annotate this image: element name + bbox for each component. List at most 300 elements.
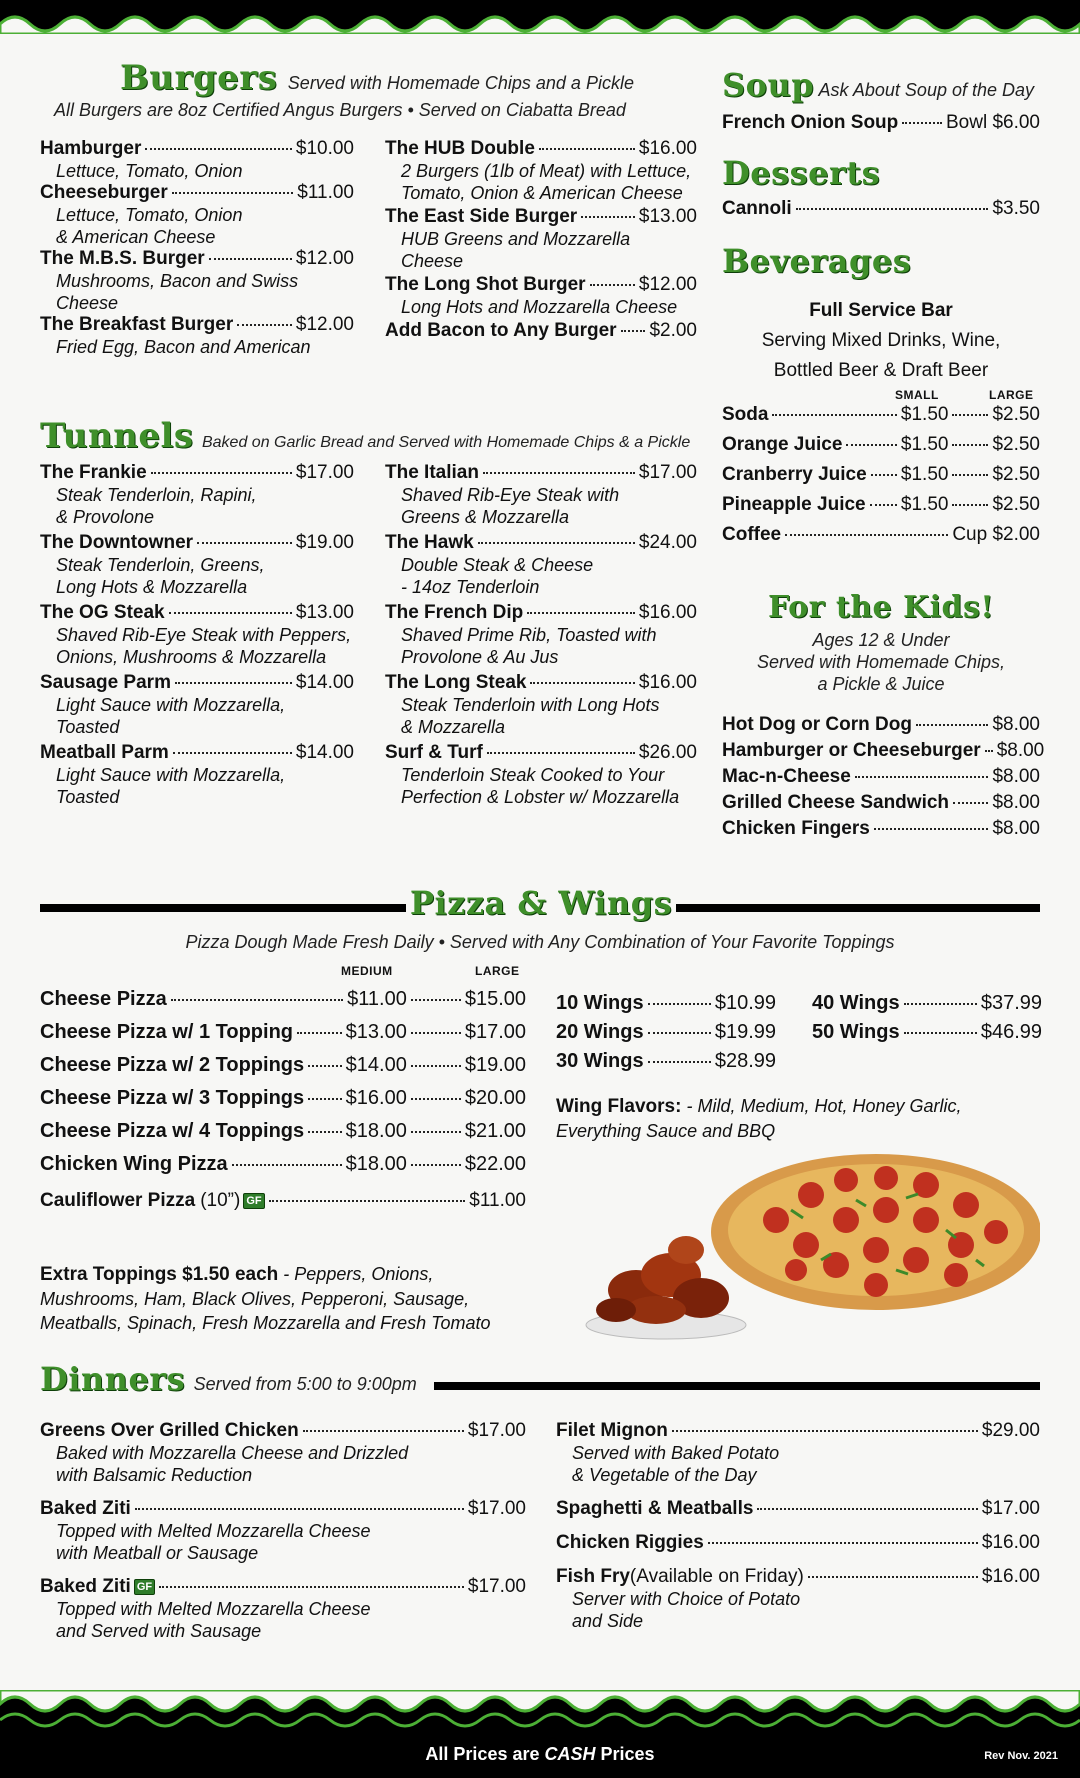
menu-item-price: $13.00 bbox=[638, 206, 697, 227]
menu-item-row bbox=[722, 792, 1040, 814]
dot-leader bbox=[621, 330, 646, 332]
menu-item-name: Meatball Parm bbox=[40, 742, 169, 763]
beverage-large-price: $2.50 bbox=[992, 494, 1040, 515]
dot-leader bbox=[173, 752, 292, 754]
menu-item bbox=[722, 792, 1040, 814]
menu-item bbox=[40, 138, 354, 182]
wave-border-bottom bbox=[0, 1690, 1080, 1730]
cauliflower-size: (10”) bbox=[200, 1190, 241, 1211]
pizza-title: Pizza & Wings bbox=[409, 884, 673, 922]
menu-item-name: Hamburger or Cheeseburger bbox=[722, 740, 981, 761]
menu-item-name: Add Bacon to Any Burger bbox=[385, 320, 617, 341]
menu-item-description: Fried Egg, Bacon and American bbox=[56, 337, 311, 357]
menu-item-row bbox=[385, 274, 697, 296]
menu-item-description: Perfection & Lobster w/ Mozzarella bbox=[401, 787, 680, 807]
menu-item-row bbox=[40, 138, 354, 160]
menu-item-price: $26.00 bbox=[638, 742, 697, 763]
beverage-row bbox=[722, 434, 1040, 456]
burgers-right-column bbox=[385, 138, 697, 344]
kids-title: For the Kids! bbox=[767, 590, 995, 625]
menu-item-name: Cheeseburger bbox=[40, 182, 168, 203]
tunnels-left-column bbox=[40, 462, 354, 812]
pizza-medium-price: $14.00 bbox=[345, 1054, 407, 1076]
pizza-pie bbox=[711, 1154, 1040, 1310]
wings-option bbox=[556, 992, 776, 1015]
top-border bbox=[0, 0, 1080, 34]
dot-leader bbox=[135, 1508, 464, 1510]
beverage-name: Soda bbox=[722, 404, 769, 425]
dot-leader bbox=[672, 1430, 978, 1432]
soup-section bbox=[722, 66, 1042, 104]
dot-leader bbox=[874, 828, 989, 830]
menu-item bbox=[40, 1420, 526, 1486]
dot-leader bbox=[411, 1098, 461, 1100]
menu-item-description: Light Sauce with Mozzarella, bbox=[56, 695, 286, 715]
menu-item-price: $17.00 bbox=[467, 1420, 526, 1441]
menu-item bbox=[40, 742, 354, 808]
dot-leader bbox=[171, 999, 343, 1001]
kids-line-2: Served with Homemade Chips, bbox=[756, 652, 1006, 672]
menu-item-description: Shaved Rib-Eye Steak with Peppers, bbox=[56, 625, 352, 645]
menu-item-name: Grilled Cheese Sandwich bbox=[722, 792, 950, 813]
menu-item-row bbox=[40, 248, 354, 270]
menu-item-description: Topped with Melted Mozzarella Cheese bbox=[56, 1521, 371, 1541]
dot-leader bbox=[871, 474, 897, 476]
dot-leader bbox=[708, 1542, 978, 1544]
dot-leader bbox=[846, 444, 897, 446]
menu-item-price: $16.00 bbox=[638, 602, 697, 623]
menu-item-name: Filet Mignon bbox=[556, 1420, 668, 1441]
pizza-name: Cheese Pizza w/ 4 Toppings bbox=[40, 1120, 305, 1142]
desserts-section bbox=[722, 154, 1042, 192]
menu-item bbox=[385, 138, 697, 204]
beverage-large-price: $2.50 bbox=[992, 434, 1040, 455]
menu-item-description: & Vegetable of the Day bbox=[572, 1465, 757, 1485]
dinners-rule bbox=[434, 1382, 1040, 1390]
cauliflower-name: Cauliflower Pizza bbox=[40, 1190, 196, 1211]
menu-item-price: $8.00 bbox=[992, 792, 1040, 813]
menu-item-price: $8.00 bbox=[992, 714, 1040, 735]
extra-toppings-label: Extra Toppings $1.50 each bbox=[40, 1264, 279, 1285]
dot-leader bbox=[169, 612, 292, 614]
menu-item-name: Mac-n-Cheese bbox=[722, 766, 851, 787]
dot-leader bbox=[904, 1032, 977, 1034]
wing-flavors-label: Wing Flavors: bbox=[556, 1096, 682, 1117]
menu-item-description: Toasted bbox=[56, 787, 120, 807]
menu-item bbox=[40, 248, 354, 314]
beverage-name: Coffee bbox=[722, 524, 782, 545]
beverages-title: Beverages bbox=[722, 242, 912, 280]
wings-price: $10.99 bbox=[714, 992, 776, 1014]
dot-leader bbox=[411, 999, 461, 1001]
dot-leader bbox=[985, 750, 993, 752]
dot-leader bbox=[953, 802, 988, 804]
menu-item-price: $8.00 bbox=[996, 740, 1045, 761]
dinners-right-column bbox=[556, 1420, 1040, 1644]
dot-leader bbox=[870, 504, 897, 506]
beverage-name: Cranberry Juice bbox=[722, 464, 867, 485]
dot-leader bbox=[411, 1131, 461, 1133]
dot-leader bbox=[648, 1061, 711, 1063]
dot-leader bbox=[527, 612, 635, 614]
menu-item-description: Toasted bbox=[56, 717, 120, 737]
pizza-rule-left bbox=[40, 904, 406, 912]
wings-price: $19.99 bbox=[714, 1021, 776, 1043]
menu-item-price: $17.00 bbox=[981, 1498, 1040, 1519]
wings-price: $37.99 bbox=[980, 992, 1042, 1014]
menu-item-description: Tomato, Onion & American Cheese bbox=[401, 183, 683, 203]
beverage-name: Orange Juice bbox=[722, 434, 843, 455]
beverage-small-price: $1.50 bbox=[900, 404, 949, 425]
menu-item-description: & American Cheese bbox=[56, 227, 216, 247]
wave-border-top bbox=[0, 0, 1080, 34]
menu-item bbox=[40, 1576, 526, 1642]
dot-leader bbox=[590, 284, 635, 286]
menu-item-description: Greens & Mozzarella bbox=[401, 507, 570, 527]
dot-leader bbox=[648, 1032, 711, 1034]
menu-item-row bbox=[40, 532, 354, 554]
menu-item-price: $10.00 bbox=[295, 138, 354, 159]
menu-item-description: Long Hots & Mozzarella bbox=[56, 577, 248, 597]
burgers-section bbox=[40, 58, 720, 121]
wings-count: 50 Wings bbox=[812, 1021, 900, 1043]
menu-item bbox=[385, 532, 697, 598]
menu-item-description: Provolone & Au Jus bbox=[401, 647, 559, 667]
menu-item-price: $19.00 bbox=[295, 532, 354, 553]
menu-item-description: - 14oz Tenderloin bbox=[401, 577, 540, 597]
menu-item-row bbox=[556, 1420, 1040, 1442]
menu-item-price: $29.00 bbox=[981, 1420, 1040, 1441]
wings-option bbox=[556, 1021, 776, 1044]
pizza-large-price: $21.00 bbox=[464, 1120, 526, 1142]
menu-item-description: Cheese bbox=[56, 293, 119, 313]
beverage-name: Pineapple Juice bbox=[722, 494, 866, 515]
beverage-items bbox=[722, 404, 1040, 546]
pizza-row bbox=[40, 1021, 526, 1044]
pizza-items bbox=[40, 988, 526, 1186]
menu-item-name: The M.B.S. Burger bbox=[40, 248, 205, 269]
tunnels-header bbox=[40, 416, 730, 456]
soup-items bbox=[722, 112, 1040, 134]
menu-item-name: Fish Fry bbox=[556, 1566, 630, 1587]
menu-item-name: Chicken Riggies bbox=[556, 1532, 704, 1553]
menu-item-description: Light Sauce with Mozzarella, bbox=[56, 765, 286, 785]
menu-item-price: $17.00 bbox=[295, 462, 354, 483]
menu-item-price: $3.50 bbox=[992, 198, 1040, 219]
pizza-row bbox=[40, 1153, 526, 1176]
menu-item-description: Server with Choice of Potato bbox=[572, 1589, 801, 1609]
menu-item-row bbox=[40, 1576, 526, 1598]
dessert-items bbox=[722, 198, 1040, 220]
menu-item-description: Topped with Melted Mozzarella Cheese bbox=[56, 1599, 371, 1619]
menu-item bbox=[385, 602, 697, 668]
tunnels-right-column bbox=[385, 462, 697, 812]
menu-item-description: & Mozzarella bbox=[401, 717, 506, 737]
menu-item-name: The Italian bbox=[385, 462, 479, 483]
pizza-name: Cheese Pizza bbox=[40, 988, 167, 1010]
menu-item bbox=[385, 274, 697, 318]
pizza-medium-price: $16.00 bbox=[345, 1087, 407, 1109]
pizza-row bbox=[40, 1054, 526, 1077]
wings-count: 40 Wings bbox=[812, 992, 900, 1014]
kids-line-3: a Pickle & Juice bbox=[817, 674, 945, 694]
menu-item-price: $17.00 bbox=[467, 1576, 526, 1597]
pizza-header bbox=[406, 884, 676, 922]
menu-item bbox=[40, 314, 354, 358]
menu-item bbox=[40, 1498, 526, 1564]
beverage-row bbox=[722, 494, 1040, 516]
menu-item-description: Mushrooms, Bacon and Swiss bbox=[56, 271, 299, 291]
cash-notice-bold: CASH bbox=[544, 1744, 596, 1764]
pizza-row bbox=[40, 988, 526, 1011]
menu-item bbox=[722, 112, 1040, 134]
pizza-large-price: $22.00 bbox=[464, 1153, 526, 1175]
kids-section bbox=[722, 590, 1040, 695]
beverage-large-price: $2.50 bbox=[992, 404, 1040, 425]
dot-leader bbox=[581, 216, 635, 218]
menu-item-row bbox=[385, 532, 697, 554]
bar-line-3: Bottled Beer & Draft Beer bbox=[773, 360, 989, 381]
burgers-subtitle: Served with Homemade Chips and a Pickle bbox=[287, 73, 634, 93]
menu-item-description: Steak Tenderloin, Rapini, bbox=[56, 485, 257, 505]
dot-leader bbox=[209, 258, 292, 260]
menu-item-description: Double Steak & Cheese bbox=[401, 555, 594, 575]
wing-flavors bbox=[556, 1094, 1040, 1143]
dot-leader bbox=[808, 1576, 978, 1578]
menu-item bbox=[556, 1498, 1040, 1520]
menu-item-row bbox=[722, 766, 1040, 788]
dot-leader bbox=[172, 192, 294, 194]
pizza-rule-right bbox=[676, 904, 1040, 912]
menu-item bbox=[40, 182, 354, 248]
beverage-row bbox=[722, 464, 1040, 486]
menu-item-description: Lettuce, Tomato, Onion bbox=[56, 161, 243, 181]
pizza-subtitle: Pizza Dough Made Fresh Daily • Served with Any Combination of Your Favorite Toppings bbox=[185, 932, 895, 952]
menu-item-description: Long Hots and Mozzarella Cheese bbox=[401, 297, 678, 317]
menu-item-price: $17.00 bbox=[638, 462, 697, 483]
cash-notice-post: Prices bbox=[595, 1744, 655, 1764]
menu-item bbox=[556, 1566, 1040, 1632]
wings-count: 30 Wings bbox=[556, 1050, 644, 1072]
bar-line-1: Full Service Bar bbox=[809, 300, 953, 321]
menu-item bbox=[722, 766, 1040, 788]
menu-item-name: Sausage Parm bbox=[40, 672, 171, 693]
dot-leader bbox=[232, 1164, 342, 1166]
menu-item-name: Baked Ziti bbox=[40, 1498, 131, 1519]
bev-size-small: SMALL bbox=[895, 388, 939, 402]
dinners-left-column bbox=[40, 1420, 526, 1654]
menu-item-row bbox=[556, 1532, 1040, 1554]
burgers-note: All Burgers are 8oz Certified Angus Burgers • Served on Ciabatta Bread bbox=[54, 100, 626, 120]
menu-item-name: Spaghetti & Meatballs bbox=[556, 1498, 754, 1519]
dinners-header bbox=[40, 1360, 460, 1398]
menu-item-name: Greens Over Grilled Chicken bbox=[40, 1420, 299, 1441]
beverage-small-price: $1.50 bbox=[900, 494, 949, 515]
dot-leader bbox=[483, 472, 635, 474]
tunnels-subtitle: Baked on Garlic Bread and Served with Homemade Chips & a Pickle bbox=[201, 434, 691, 451]
menu-item-price: Bowl $6.00 bbox=[945, 112, 1040, 133]
pizza-medium-price: $11.00 bbox=[347, 988, 407, 1010]
menu-item-description: Steak Tenderloin with Long Hots bbox=[401, 695, 660, 715]
menu-item bbox=[722, 198, 1040, 220]
menu-item-name: The OG Steak bbox=[40, 602, 165, 623]
menu-item-description: Lettuce, Tomato, Onion bbox=[56, 205, 243, 225]
dot-leader bbox=[952, 504, 988, 506]
menu-item bbox=[556, 1420, 1040, 1486]
menu-item-row bbox=[722, 740, 1045, 762]
menu-item-price: $17.00 bbox=[467, 1498, 526, 1519]
cauliflower-item bbox=[40, 1190, 526, 1212]
dot-leader bbox=[648, 1003, 711, 1005]
extra-toppings-list: - Peppers, Onions, Mushrooms, Ham, Black Olives, Pepperoni, Sausage, Meatballs, Spinach, Fresh Mozzarella and Fresh Tomato bbox=[40, 1264, 491, 1333]
menu-item-row bbox=[385, 462, 697, 484]
kids-line-1: Ages 12 & Under bbox=[812, 630, 950, 650]
dot-leader bbox=[487, 752, 635, 754]
menu-item-note: (Available on Friday) bbox=[629, 1566, 804, 1587]
tunnels-title: Tunnels bbox=[40, 416, 194, 456]
burgers-title: Burgers bbox=[120, 58, 278, 98]
cash-notice-pre: All Prices are bbox=[425, 1744, 545, 1764]
menu-item-description: Tenderloin Steak Cooked to Your bbox=[401, 765, 665, 785]
beverage-small-price: $1.50 bbox=[900, 464, 949, 485]
soup-subtitle: Ask About Soup of the Day bbox=[818, 80, 1035, 100]
menu-item-row bbox=[40, 314, 354, 336]
wings-option bbox=[556, 1050, 776, 1073]
menu-item-row bbox=[385, 602, 697, 624]
dot-leader bbox=[855, 776, 989, 778]
menu-item-description: with Meatball or Sausage bbox=[56, 1543, 259, 1563]
menu-item-row bbox=[40, 462, 354, 484]
wing-flavors-list: - Mild, Medium, Hot, Honey Garlic, Everything Sauce and BBQ bbox=[556, 1096, 962, 1141]
menu-item-row bbox=[385, 742, 697, 764]
menu-item-name: Chicken Fingers bbox=[722, 818, 870, 839]
menu-item-row bbox=[385, 672, 697, 694]
kids-items bbox=[722, 714, 1045, 844]
dot-leader bbox=[772, 414, 896, 416]
dot-leader bbox=[952, 444, 988, 446]
menu-item-description: and Served with Sausage bbox=[56, 1621, 262, 1641]
menu-item bbox=[556, 1532, 1040, 1554]
cauliflower-price: $11.00 bbox=[469, 1190, 526, 1211]
menu-item-price: $11.00 bbox=[297, 182, 354, 203]
menu-item-name: The Downtowner bbox=[40, 532, 194, 553]
menu-item bbox=[722, 818, 1040, 840]
beverage-large-price: $2.50 bbox=[992, 464, 1040, 485]
dinners-subtitle: Served from 5:00 to 9:00pm bbox=[193, 1374, 417, 1394]
menu-item-row bbox=[40, 1498, 526, 1520]
dot-leader bbox=[308, 1065, 342, 1067]
gf-badge: GF bbox=[134, 1579, 155, 1595]
dot-leader bbox=[151, 472, 292, 474]
menu-item bbox=[40, 462, 354, 528]
beverage-row bbox=[722, 404, 1040, 426]
desserts-title: Desserts bbox=[722, 154, 881, 192]
dot-leader bbox=[411, 1032, 461, 1034]
menu-item-price: $8.00 bbox=[992, 766, 1040, 787]
wings-count: 10 Wings bbox=[556, 992, 644, 1014]
coffee-row bbox=[722, 524, 1040, 546]
menu-item-description: Shaved Rib-Eye Steak with bbox=[401, 485, 620, 505]
menu-item bbox=[722, 714, 1040, 736]
pizza-large-price: $17.00 bbox=[464, 1021, 526, 1043]
menu-item bbox=[385, 462, 697, 528]
menu-item-name: The Hawk bbox=[385, 532, 474, 553]
dot-leader bbox=[530, 682, 634, 684]
menu-item-price: $16.00 bbox=[638, 672, 697, 693]
menu-item-row bbox=[722, 112, 1040, 134]
menu-item-row bbox=[722, 198, 1040, 220]
dot-leader bbox=[952, 414, 988, 416]
menu-item-row bbox=[385, 206, 697, 228]
menu-item-price: $14.00 bbox=[295, 742, 354, 763]
pizza-large-price: $19.00 bbox=[464, 1054, 526, 1076]
menu-item-name: The HUB Double bbox=[385, 138, 535, 159]
wings-price: $28.99 bbox=[714, 1050, 776, 1072]
menu-item-row bbox=[722, 818, 1040, 840]
beverages-info bbox=[722, 296, 1040, 386]
wings-option bbox=[812, 992, 1042, 1015]
menu-item-description: Onions, Mushrooms & Mozzarella bbox=[56, 647, 327, 667]
dot-leader bbox=[308, 1131, 342, 1133]
cash-notice bbox=[0, 1744, 1080, 1765]
pizza-name: Chicken Wing Pizza bbox=[40, 1153, 228, 1175]
dot-leader bbox=[478, 542, 635, 544]
dot-leader bbox=[145, 148, 292, 150]
dot-leader bbox=[902, 122, 942, 124]
menu-item-price: $12.00 bbox=[295, 314, 354, 335]
menu-item-description: & Provolone bbox=[56, 507, 155, 527]
menu-item-row bbox=[40, 1420, 526, 1442]
menu-item-price: $24.00 bbox=[638, 532, 697, 553]
menu-item-description: and Side bbox=[572, 1611, 644, 1631]
menu-item-name: The East Side Burger bbox=[385, 206, 578, 227]
menu-item-row bbox=[722, 714, 1040, 736]
menu-item-row bbox=[40, 742, 354, 764]
menu-item bbox=[385, 320, 697, 342]
menu-item-price: $12.00 bbox=[638, 274, 697, 295]
menu-item-row bbox=[385, 138, 697, 160]
dot-leader bbox=[757, 1508, 977, 1510]
menu-item-row bbox=[40, 672, 354, 694]
menu-item-price: $16.00 bbox=[981, 1566, 1040, 1587]
pizza-medium-price: $13.00 bbox=[345, 1021, 407, 1043]
menu-item-price: $8.00 bbox=[992, 818, 1040, 839]
pizza-large-price: $20.00 bbox=[464, 1087, 526, 1109]
menu-item-price: $2.00 bbox=[649, 320, 697, 341]
beverage-small-price: $1.50 bbox=[900, 434, 949, 455]
dot-leader bbox=[308, 1098, 342, 1100]
menu-item-row bbox=[40, 182, 354, 204]
dot-leader bbox=[904, 1003, 977, 1005]
pizza-row bbox=[40, 1120, 526, 1143]
wings-count: 20 Wings bbox=[556, 1021, 644, 1043]
gf-badge: GF bbox=[243, 1193, 264, 1209]
dot-leader bbox=[539, 148, 635, 150]
menu-item bbox=[40, 532, 354, 598]
menu-item-description: Baked with Mozzarella Cheese and Drizzled bbox=[56, 1443, 409, 1463]
menu-item-row bbox=[556, 1566, 1040, 1588]
menu-item-name: Cannoli bbox=[722, 198, 792, 219]
wings-grid bbox=[556, 992, 1044, 1073]
menu-item bbox=[385, 742, 697, 808]
dot-leader bbox=[175, 682, 292, 684]
pizza-row bbox=[40, 1087, 526, 1110]
dot-leader bbox=[411, 1065, 461, 1067]
pizza-large-price: $15.00 bbox=[464, 988, 526, 1010]
menu-item-row bbox=[556, 1498, 1040, 1520]
dot-leader bbox=[159, 1586, 464, 1588]
beverages-section bbox=[722, 242, 1042, 280]
